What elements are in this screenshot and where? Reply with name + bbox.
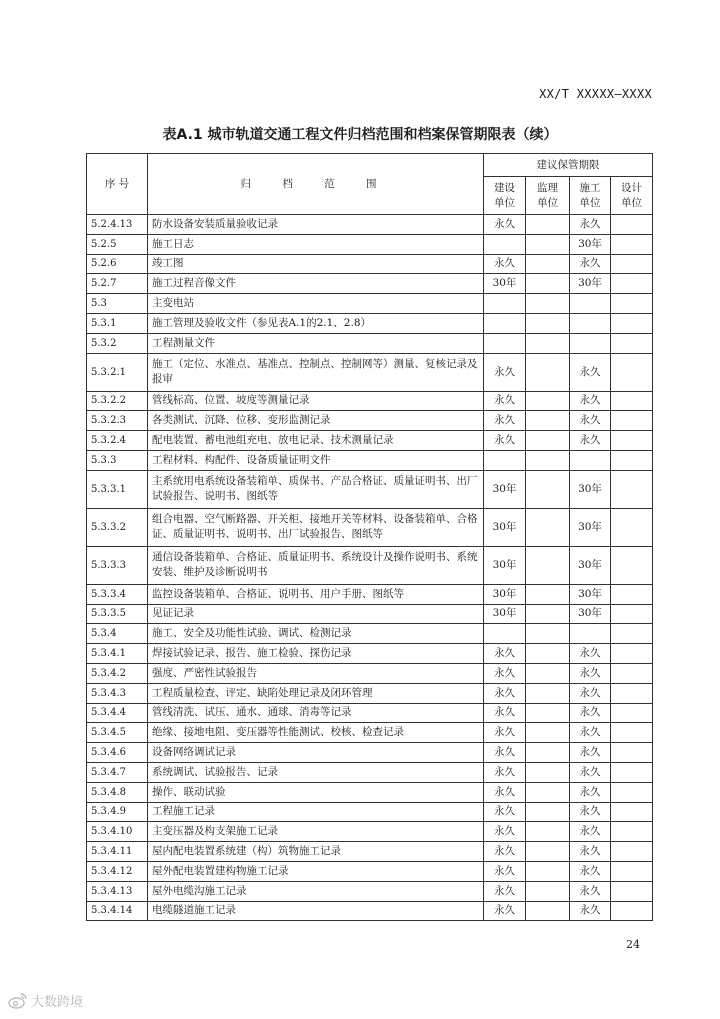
row-scope: 配电装置、蓄电池组充电、放电记录、技术测量记录 [148, 431, 484, 451]
row-number: 5.3.4.1 [87, 644, 148, 664]
row-period-jianshe: 永久 [484, 881, 526, 901]
row-period-jianshe [484, 333, 526, 353]
row-period-sheji [611, 604, 653, 624]
row-period-shigong: 永久 [570, 723, 611, 743]
row-number: 5.3.4.7 [87, 762, 148, 782]
row-scope: 操作、联动试验 [148, 782, 484, 802]
row-period-sheji [611, 391, 653, 411]
row-number: 5.3.2 [87, 333, 148, 353]
row-period-shigong: 永久 [570, 644, 611, 664]
row-period-shigong: 30年 [570, 546, 611, 584]
row-period-jianshe [484, 624, 526, 644]
row-period-jianli [526, 743, 570, 763]
row-number: 5.3.3.2 [87, 508, 148, 546]
row-number: 5.3.2.1 [87, 353, 148, 391]
row-period-shigong: 永久 [570, 861, 611, 881]
row-period-jianshe: 永久 [484, 215, 526, 235]
row-scope: 工程测量文件 [148, 333, 484, 353]
row-period-shigong: 永久 [570, 254, 611, 274]
row-period-sheji [611, 254, 653, 274]
row-period-sheji [611, 703, 653, 723]
row-period-jianli [526, 822, 570, 842]
row-period-shigong: 30年 [570, 274, 611, 294]
row-period-shigong [570, 624, 611, 644]
row-period-shigong: 永久 [570, 842, 611, 862]
col-header-scope-text: 归 档 范 围 [240, 177, 391, 190]
row-period-shigong: 永久 [570, 663, 611, 683]
table-row [87, 353, 653, 391]
row-period-jianli [526, 703, 570, 723]
table-row [87, 470, 653, 508]
row-period-jianli [526, 470, 570, 508]
table-row [87, 723, 653, 743]
row-period-shigong: 永久 [570, 762, 611, 782]
row-scope: 主系统用电系统设备装箱单、质保书、产品合格证、质量证明书、出厂试验报告、说明书、图纸等 [148, 470, 484, 508]
row-period-sheji [611, 274, 653, 294]
table-row [87, 450, 653, 470]
table-row [87, 234, 653, 254]
row-period-jianli [526, 624, 570, 644]
row-period-jianshe: 永久 [484, 743, 526, 763]
row-period-shigong: 永久 [570, 881, 611, 901]
row-scope: 施工管理及验收文件（参见表A.1的2.1、2.8） [148, 313, 484, 333]
row-number: 5.3.4.14 [87, 901, 148, 921]
col-header-sheji: 设计 单位 [611, 177, 653, 215]
row-scope: 电缆隧道施工记录 [148, 901, 484, 921]
row-period-sheji [611, 450, 653, 470]
row-number: 5.2.7 [87, 274, 148, 294]
row-period-shigong: 30年 [570, 508, 611, 546]
table-row [87, 431, 653, 451]
row-period-jianshe: 永久 [484, 254, 526, 274]
table-row [87, 215, 653, 235]
row-period-jianli [526, 723, 570, 743]
row-period-sheji [611, 644, 653, 664]
row-number: 5.3.4.5 [87, 723, 148, 743]
row-period-jianshe: 永久 [484, 901, 526, 921]
table-row [87, 391, 653, 411]
row-period-jianshe: 30年 [484, 508, 526, 546]
row-scope: 组合电器、空气断路器、开关柜、接地开关等材料、设备装箱单、合格证、质量证明书、说明书、出厂试验报告、图纸等 [148, 508, 484, 546]
row-scope: 施工、安全及功能性试验、调试、检测记录 [148, 624, 484, 644]
row-number: 5.3.4.11 [87, 842, 148, 862]
row-period-sheji [611, 215, 653, 235]
row-period-jianli [526, 901, 570, 921]
row-scope: 屋外电缆沟施工记录 [148, 881, 484, 901]
row-scope: 焊接试验记录、报告、施工检验、探伤记录 [148, 644, 484, 664]
col-header-scope [148, 154, 484, 215]
row-number: 5.3.4.10 [87, 822, 148, 842]
table-row [87, 683, 653, 703]
row-number: 5.3.4.6 [87, 743, 148, 763]
row-period-sheji [611, 762, 653, 782]
table-row [87, 703, 653, 723]
row-period-sheji [611, 584, 653, 604]
row-period-sheji [611, 508, 653, 546]
row-scope: 各类测试、沉降、位移、变形监测记录 [148, 411, 484, 431]
row-scope: 竣工图 [148, 254, 484, 274]
col-header-jianli: 监理 单位 [526, 177, 570, 215]
table-row [87, 861, 653, 881]
row-period-jianshe: 永久 [484, 353, 526, 391]
row-period-jianli [526, 411, 570, 431]
row-number: 5.3.3.4 [87, 584, 148, 604]
row-period-jianli [526, 254, 570, 274]
row-period-jianli [526, 782, 570, 802]
row-number: 5.3.3 [87, 450, 148, 470]
table-row [87, 901, 653, 921]
weibo-logo-icon [8, 992, 28, 1009]
row-period-jianli [526, 215, 570, 235]
row-scope: 管线标高、位置、坡度等测量记录 [148, 391, 484, 411]
col-header-jianshe: 建设 单位 [484, 177, 526, 215]
row-scope: 屋内配电装置系统建（构）筑物施工记录 [148, 842, 484, 862]
row-period-jianli [526, 604, 570, 624]
table-row [87, 624, 653, 644]
row-period-jianshe [484, 313, 526, 333]
row-number: 5.3.4.13 [87, 881, 148, 901]
row-scope: 屋外配电装置建构物施工记录 [148, 861, 484, 881]
row-scope: 主变压器及构支架施工记录 [148, 822, 484, 842]
row-period-jianli [526, 584, 570, 604]
standard-code: XX/T XXXXX—XXXX [539, 87, 652, 101]
row-period-sheji [611, 470, 653, 508]
row-period-sheji [611, 663, 653, 683]
row-period-jianli [526, 450, 570, 470]
table-row [87, 546, 653, 584]
row-period-jianshe: 30年 [484, 274, 526, 294]
row-period-jianli [526, 881, 570, 901]
row-number: 5.2.6 [87, 254, 148, 274]
watermark-text: 大数跨境 [31, 995, 84, 1010]
row-period-shigong: 永久 [570, 683, 611, 703]
row-period-jianshe: 永久 [484, 782, 526, 802]
row-period-jianli [526, 313, 570, 333]
row-number: 5.3.3.1 [87, 470, 148, 508]
row-number: 5.3.2.4 [87, 431, 148, 451]
row-period-shigong: 永久 [570, 782, 611, 802]
row-period-sheji [611, 353, 653, 391]
row-scope: 工程材料、构配件、设备质量证明文件 [148, 450, 484, 470]
row-period-jianshe: 永久 [484, 802, 526, 822]
row-period-shigong: 永久 [570, 391, 611, 411]
row-scope: 通信设备装箱单、合格证、质量证明书、系统设计及操作说明书、系统安装、维护及诊断说明书 [148, 546, 484, 584]
row-period-sheji [611, 313, 653, 333]
row-period-jianshe: 永久 [484, 644, 526, 664]
row-period-jianli [526, 762, 570, 782]
row-period-shigong: 永久 [570, 411, 611, 431]
row-period-shigong [570, 313, 611, 333]
row-period-sheji [611, 294, 653, 314]
row-period-jianshe: 永久 [484, 822, 526, 842]
row-period-sheji [611, 802, 653, 822]
row-period-jianshe: 永久 [484, 723, 526, 743]
table-row [87, 802, 653, 822]
row-period-jianli [526, 294, 570, 314]
row-period-sheji [611, 842, 653, 862]
table-body [87, 215, 653, 921]
row-period-sheji [611, 683, 653, 703]
row-period-jianli [526, 234, 570, 254]
col-header-shigong: 施工 单位 [570, 177, 611, 215]
row-period-jianshe: 永久 [484, 391, 526, 411]
row-period-jianshe [484, 234, 526, 254]
table-row [87, 822, 653, 842]
row-period-jianli [526, 861, 570, 881]
table-row [87, 762, 653, 782]
row-period-jianshe: 30年 [484, 546, 526, 584]
row-period-jianshe: 30年 [484, 470, 526, 508]
row-scope: 系统调试、试验报告、记录 [148, 762, 484, 782]
row-scope: 施工日志 [148, 234, 484, 254]
row-period-sheji [611, 822, 653, 842]
row-period-jianshe: 永久 [484, 861, 526, 881]
row-period-jianli [526, 391, 570, 411]
row-number: 5.3 [87, 294, 148, 314]
row-period-sheji [611, 861, 653, 881]
row-number: 5.2.4.13 [87, 215, 148, 235]
row-period-sheji [611, 743, 653, 763]
row-period-jianli [526, 431, 570, 451]
row-scope: 工程施工记录 [148, 802, 484, 822]
row-period-jianli [526, 663, 570, 683]
table-row [87, 274, 653, 294]
row-number: 5.3.4.4 [87, 703, 148, 723]
row-period-shigong: 30年 [570, 584, 611, 604]
row-number: 5.3.2.3 [87, 411, 148, 431]
table-row [87, 604, 653, 624]
row-period-shigong: 永久 [570, 703, 611, 723]
row-period-sheji [611, 782, 653, 802]
row-period-shigong: 30年 [570, 604, 611, 624]
row-number: 5.3.4.12 [87, 861, 148, 881]
row-period-shigong: 永久 [570, 901, 611, 921]
header-row [87, 154, 653, 177]
table-row [87, 333, 653, 353]
row-period-shigong: 永久 [570, 353, 611, 391]
row-number: 5.3.4.3 [87, 683, 148, 703]
row-period-sheji [611, 234, 653, 254]
row-period-sheji [611, 723, 653, 743]
row-period-jianli [526, 802, 570, 822]
row-number: 5.3.4.2 [87, 663, 148, 683]
table-row [87, 743, 653, 763]
archive-table [86, 153, 653, 921]
row-period-sheji [611, 411, 653, 431]
row-number: 5.3.4.9 [87, 802, 148, 822]
table-row [87, 313, 653, 333]
row-period-shigong: 永久 [570, 822, 611, 842]
row-period-shigong: 永久 [570, 431, 611, 451]
row-period-shigong [570, 450, 611, 470]
row-period-shigong: 永久 [570, 802, 611, 822]
row-period-jianli [526, 508, 570, 546]
row-scope: 绝缘、接地电阻、变压器等性能测试、校核、检查记录 [148, 723, 484, 743]
row-scope: 工程质量检查、评定、缺陷处理记录及闭环管理 [148, 683, 484, 703]
table-row [87, 411, 653, 431]
row-number: 5.3.4 [87, 624, 148, 644]
row-period-jianli [526, 546, 570, 584]
col-header-no: 序 号 [87, 154, 148, 215]
col-header-period: 建议保管期限 [484, 154, 653, 177]
row-period-sheji [611, 881, 653, 901]
row-period-jianshe [484, 294, 526, 314]
row-scope: 施工过程音像文件 [148, 274, 484, 294]
row-number: 5.3.3.5 [87, 604, 148, 624]
table-row [87, 508, 653, 546]
row-period-jianshe: 永久 [484, 762, 526, 782]
table-row [87, 782, 653, 802]
row-scope: 施工（定位、水准点、基准点、控制点、控制网等）测量、复核记录及报审 [148, 353, 484, 391]
row-period-jianshe: 30年 [484, 584, 526, 604]
watermark [8, 991, 83, 1010]
row-scope: 监控设备装箱单、合格证、说明书、用户手册、图纸等 [148, 584, 484, 604]
page-number: 24 [626, 938, 640, 951]
row-number: 5.3.3.3 [87, 546, 148, 584]
row-period-sheji [611, 431, 653, 451]
row-period-jianshe [484, 450, 526, 470]
row-period-sheji [611, 333, 653, 353]
row-period-sheji [611, 546, 653, 584]
table-row [87, 584, 653, 604]
row-period-jianshe: 永久 [484, 411, 526, 431]
table-row [87, 644, 653, 664]
row-period-jianshe: 30年 [484, 604, 526, 624]
row-number: 5.2.5 [87, 234, 148, 254]
row-period-jianli [526, 683, 570, 703]
row-scope: 强度、严密性试验报告 [148, 663, 484, 683]
row-period-jianshe: 永久 [484, 842, 526, 862]
row-period-jianli [526, 644, 570, 664]
table-row [87, 294, 653, 314]
row-period-jianshe: 永久 [484, 663, 526, 683]
row-scope: 管线清洗、试压、通水、通球、消毒等记录 [148, 703, 484, 723]
table-row [87, 881, 653, 901]
row-period-shigong [570, 294, 611, 314]
row-period-shigong [570, 333, 611, 353]
row-number: 5.3.4.8 [87, 782, 148, 802]
table-row [87, 842, 653, 862]
row-scope: 设备网络调试记录 [148, 743, 484, 763]
row-period-shigong: 30年 [570, 470, 611, 508]
row-period-shigong: 30年 [570, 234, 611, 254]
row-scope: 主变电站 [148, 294, 484, 314]
row-number: 5.3.2.2 [87, 391, 148, 411]
row-period-jianshe: 永久 [484, 431, 526, 451]
row-period-jianli [526, 353, 570, 391]
row-period-sheji [611, 901, 653, 921]
row-period-jianshe: 永久 [484, 703, 526, 723]
table-row [87, 663, 653, 683]
table-title: 表A.1 城市轨道交通工程文件归档范围和档案保管期限表（续） [162, 127, 558, 143]
row-number: 5.3.1 [87, 313, 148, 333]
row-period-shigong: 永久 [570, 743, 611, 763]
row-period-jianli [526, 333, 570, 353]
row-period-shigong: 永久 [570, 215, 611, 235]
row-scope: 防水设备安装质量验收记录 [148, 215, 484, 235]
row-period-jianli [526, 274, 570, 294]
row-period-sheji [611, 624, 653, 644]
row-period-jianshe: 永久 [484, 683, 526, 703]
row-period-jianli [526, 842, 570, 862]
row-scope: 见证记录 [148, 604, 484, 624]
table-row [87, 254, 653, 274]
